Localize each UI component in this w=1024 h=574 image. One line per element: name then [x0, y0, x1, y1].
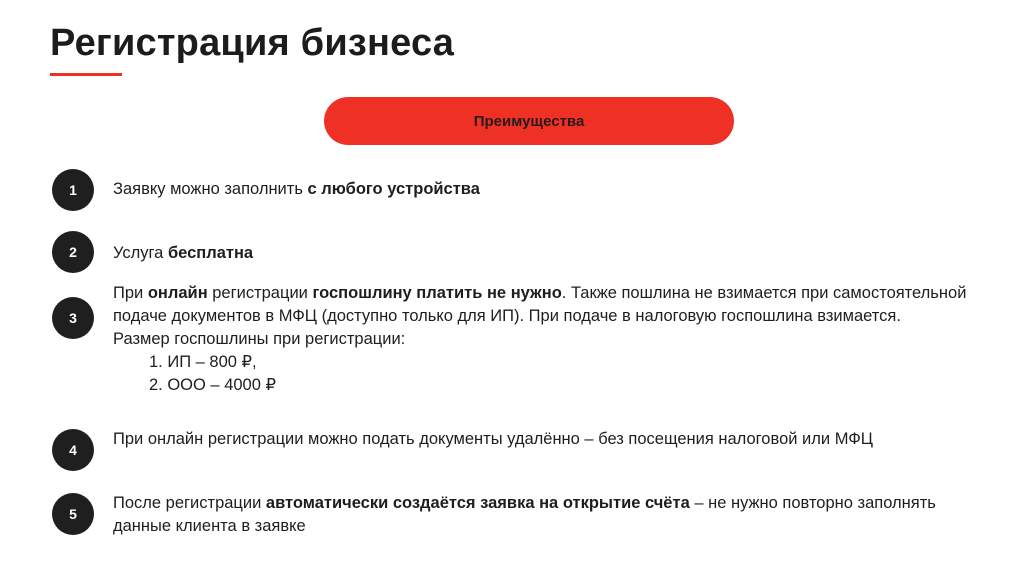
item-3-bold-online: онлайн — [147, 284, 208, 302]
list-item-5 — [113, 492, 993, 538]
item-5-bold-part: автоматически создаётся заявка на открытие счёта — [265, 494, 690, 512]
list-item-3 — [113, 282, 993, 397]
advantages-banner-label: Преимущества — [473, 112, 585, 130]
advantages-banner — [324, 97, 734, 145]
item-1-text-part: Заявку можно заполнить — [113, 180, 308, 198]
item-4-text: При онлайн регистрации можно подать документы удалённо – без посещения налоговой или МФЦ — [113, 430, 873, 448]
page-title: Регистрация бизнеса — [50, 22, 455, 64]
item-number-2: 2 — [52, 231, 94, 273]
fee-list — [113, 351, 993, 397]
item-1-bold-part: с любого устройства — [307, 180, 480, 198]
list-item-4 — [113, 428, 993, 451]
fee-list-item: 1. ИП – 800 ₽, — [149, 353, 257, 371]
item-number-1: 1 — [52, 169, 94, 211]
item-3-text-part: регистрации — [207, 284, 313, 302]
item-2-text-part: Услуга — [113, 244, 168, 262]
fee-list-item: 2. ООО – 4000 ₽ — [149, 376, 276, 394]
item-number-4: 4 — [52, 429, 94, 471]
item-3-paragraph — [113, 282, 993, 328]
item-3-fee-heading: Размер госпошлины при регистрации: — [113, 330, 406, 348]
item-3-text-part: . Также пошлина не взимается при самостоятельной подаче документов в МФЦ (доступно только для ИП). При подаче в налоговую госпошлина взимается. — [113, 284, 967, 325]
item-5-text-part: – не нужно повторно заполнять данные клиента в заявке — [113, 494, 936, 535]
item-number-5: 5 — [52, 493, 94, 535]
item-number-3: 3 — [52, 297, 94, 339]
title-underline — [50, 73, 122, 76]
item-3-bold-fee: госпошлину платить не нужно — [312, 284, 562, 302]
list-item-2 — [113, 242, 993, 265]
item-5-text-part: После регистрации — [113, 494, 266, 512]
item-3-text-part: При — [113, 284, 148, 302]
list-item-1 — [113, 178, 993, 201]
item-2-bold-part: бесплатна — [167, 244, 254, 262]
